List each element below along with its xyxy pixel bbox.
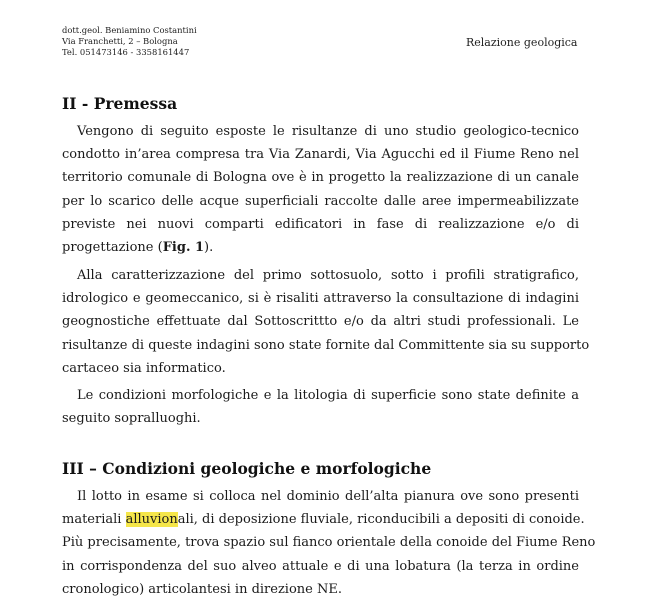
text-fragment: ali, di deposizione fluviale, riconducibili a depositi di conoide.	[177, 512, 585, 528]
author-phone: Tel. 051473146 - 3358161447	[62, 47, 190, 57]
text-line: cartaceo sia informatico.	[62, 360, 226, 376]
paragraph-condizioni-1	[62, 485, 596, 601]
text-line: in corrispondenza del suo alveo attuale e di una lobatura (la terza in ordine	[62, 558, 579, 574]
text-line: Le condizioni morfologiche e la litologia di superficie sono state definite a	[77, 388, 579, 403]
section-heading-condizioni: III – Condizioni geologiche e morfologiche	[62, 459, 432, 478]
text-line	[62, 508, 585, 531]
paragraph-premessa-3	[62, 384, 579, 430]
text-line: risultanze di queste indagini sono state fornite dal Committente sia su supporto	[62, 337, 590, 353]
highlighted-text: alluvion	[125, 512, 178, 528]
text-line: condotto in’area compresa tra Via Zanardi, Via Agucchi ed il Fiume Reno nel	[62, 147, 579, 163]
text-line: territorio comunale di Bologna ove è in progetto la realizzazione di un canale	[62, 170, 579, 186]
text-line: per lo scarico delle acque superficiali raccolte dalle aree impermeabilizzate	[62, 193, 579, 209]
document-type: Relazione geologica	[466, 36, 578, 49]
author-name: dott.geol. Beniamino Costantini	[62, 25, 197, 35]
text-line: idrologico e geomeccanico, si è risaliti attraverso la consultazione di indagini	[62, 291, 579, 307]
text-line: geognostiche effettuate dal Sottoscrittto e/o da altri studi professionali. Le	[62, 314, 579, 330]
text-line: seguito sopralluoghi.	[62, 411, 201, 427]
text-line: Il lotto in esame si colloca nel dominio dell’alta pianura ove sono presenti	[77, 489, 579, 504]
text-fragment: materiali	[62, 512, 126, 528]
author-address: Via Franchetti, 2 – Bologna	[62, 36, 178, 46]
text-line: Più precisamente, trova spazio sul fianco orientale della conoide del Fiume Reno	[62, 535, 596, 551]
author-letterhead	[62, 25, 197, 58]
paragraph-premessa-2	[62, 264, 590, 380]
text-line: previste nei nuovi comparti edificatori in fase di realizzazione e/o di	[62, 216, 579, 232]
text-line: cronologico) articolantesi in direzione NE.	[62, 581, 342, 597]
text-line: Alla caratterizzazione del primo sottosuolo, sotto i profili stratigrafico,	[77, 268, 579, 283]
figure-reference: Fig. 1	[162, 239, 205, 255]
section-heading-premessa: II - Premessa	[62, 94, 178, 113]
text-fragment: progettazione (	[62, 239, 163, 255]
text-line: Vengono di seguito esposte le risultanze di uno studio geologico-tecnico	[77, 124, 579, 139]
paragraph-premessa-1	[62, 120, 579, 259]
text-line	[62, 236, 579, 259]
text-fragment: ).	[204, 239, 214, 255]
